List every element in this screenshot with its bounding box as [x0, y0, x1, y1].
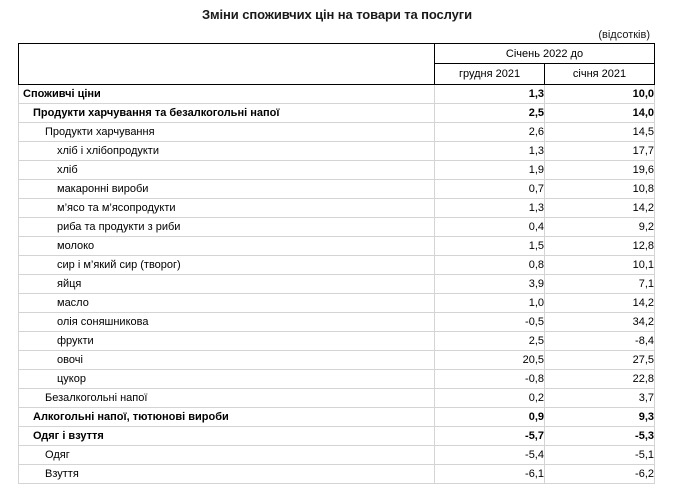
header-group-label: Січень 2022 до: [435, 44, 655, 64]
row-value-vs-december-2021: 0,4: [435, 218, 545, 237]
row-label: молоко: [19, 237, 435, 256]
row-value-vs-january-2021: 10,1: [545, 256, 655, 275]
table-row: [19, 142, 655, 161]
row-value-vs-december-2021: 1,5: [435, 237, 545, 256]
table-header: [19, 44, 655, 85]
table-row: [19, 389, 655, 408]
table-body: [19, 85, 655, 484]
row-value-vs-january-2021: -6,2: [545, 465, 655, 484]
table-container: [18, 43, 654, 484]
row-label: овочі: [19, 351, 435, 370]
table-row: [19, 332, 655, 351]
header-blank-cell: [19, 44, 435, 85]
row-value-vs-december-2021: -6,1: [435, 465, 545, 484]
header-col-december-2021: грудня 2021: [435, 64, 545, 85]
table-row: [19, 275, 655, 294]
row-value-vs-january-2021: 9,3: [545, 408, 655, 427]
row-value-vs-january-2021: 10,8: [545, 180, 655, 199]
row-value-vs-december-2021: -5,7: [435, 427, 545, 446]
table-row: [19, 427, 655, 446]
row-label: олія соняшникова: [19, 313, 435, 332]
table-row: [19, 218, 655, 237]
row-value-vs-december-2021: 0,8: [435, 256, 545, 275]
table-row: [19, 313, 655, 332]
row-value-vs-january-2021: 22,8: [545, 370, 655, 389]
row-value-vs-december-2021: 0,2: [435, 389, 545, 408]
row-label: Безалкогольні напої: [19, 389, 435, 408]
row-value-vs-december-2021: 0,7: [435, 180, 545, 199]
table-row: [19, 199, 655, 218]
row-value-vs-december-2021: 3,9: [435, 275, 545, 294]
row-label: м’ясо та м’ясопродукти: [19, 199, 435, 218]
row-value-vs-january-2021: -8,4: [545, 332, 655, 351]
table-row: [19, 161, 655, 180]
table-row: [19, 294, 655, 313]
row-value-vs-december-2021: 1,3: [435, 142, 545, 161]
row-label: яйця: [19, 275, 435, 294]
row-value-vs-january-2021: 3,7: [545, 389, 655, 408]
table-row: [19, 446, 655, 465]
table-row: [19, 370, 655, 389]
row-value-vs-january-2021: 12,8: [545, 237, 655, 256]
row-value-vs-january-2021: 9,2: [545, 218, 655, 237]
row-value-vs-january-2021: 14,5: [545, 123, 655, 142]
row-value-vs-december-2021: -5,4: [435, 446, 545, 465]
header-row-group: [19, 44, 655, 64]
table-row: [19, 465, 655, 484]
row-label: Одяг і взуття: [19, 427, 435, 446]
table-row: [19, 85, 655, 104]
table-row: [19, 237, 655, 256]
row-value-vs-december-2021: 2,6: [435, 123, 545, 142]
row-label: Одяг: [19, 446, 435, 465]
row-label: риба та продукти з риби: [19, 218, 435, 237]
row-label: Продукти харчування та безалкогольні напої: [19, 104, 435, 123]
table-row: [19, 256, 655, 275]
row-value-vs-january-2021: 34,2: [545, 313, 655, 332]
header-col-january-2021: січня 2021: [545, 64, 655, 85]
row-label: Алкогольні напої, тютюнові вироби: [19, 408, 435, 427]
row-value-vs-december-2021: 1,0: [435, 294, 545, 313]
row-value-vs-december-2021: -0,5: [435, 313, 545, 332]
row-label: цукор: [19, 370, 435, 389]
row-label: фрукти: [19, 332, 435, 351]
table-row: [19, 104, 655, 123]
row-label: Продукти харчування: [19, 123, 435, 142]
row-label: хліб: [19, 161, 435, 180]
row-value-vs-december-2021: -0,8: [435, 370, 545, 389]
row-value-vs-january-2021: 14,2: [545, 294, 655, 313]
row-value-vs-december-2021: 0,9: [435, 408, 545, 427]
consumer-price-index-table: [18, 43, 655, 484]
table-row: [19, 123, 655, 142]
row-value-vs-january-2021: -5,1: [545, 446, 655, 465]
row-label: макаронні вироби: [19, 180, 435, 199]
row-value-vs-december-2021: 1,3: [435, 199, 545, 218]
row-label: хліб і хлібопродукти: [19, 142, 435, 161]
row-label: масло: [19, 294, 435, 313]
row-value-vs-january-2021: 17,7: [545, 142, 655, 161]
table-row: [19, 180, 655, 199]
table-row: [19, 408, 655, 427]
units-note: (відсотків): [598, 29, 650, 41]
row-label: сир і м’який сир (творог): [19, 256, 435, 275]
row-value-vs-december-2021: 2,5: [435, 104, 545, 123]
row-value-vs-january-2021: 7,1: [545, 275, 655, 294]
row-label: Споживчі ціни: [19, 85, 435, 104]
row-value-vs-january-2021: 14,0: [545, 104, 655, 123]
row-value-vs-december-2021: 1,9: [435, 161, 545, 180]
table-row: [19, 351, 655, 370]
row-label: Взуття: [19, 465, 435, 484]
row-value-vs-january-2021: 19,6: [545, 161, 655, 180]
row-value-vs-december-2021: 20,5: [435, 351, 545, 370]
row-value-vs-january-2021: 10,0: [545, 85, 655, 104]
row-value-vs-january-2021: 14,2: [545, 199, 655, 218]
row-value-vs-december-2021: 2,5: [435, 332, 545, 351]
page-title: Зміни споживчих цін на товари та послуги: [201, 7, 473, 22]
row-value-vs-january-2021: -5,3: [545, 427, 655, 446]
row-value-vs-december-2021: 1,3: [435, 85, 545, 104]
row-value-vs-january-2021: 27,5: [545, 351, 655, 370]
